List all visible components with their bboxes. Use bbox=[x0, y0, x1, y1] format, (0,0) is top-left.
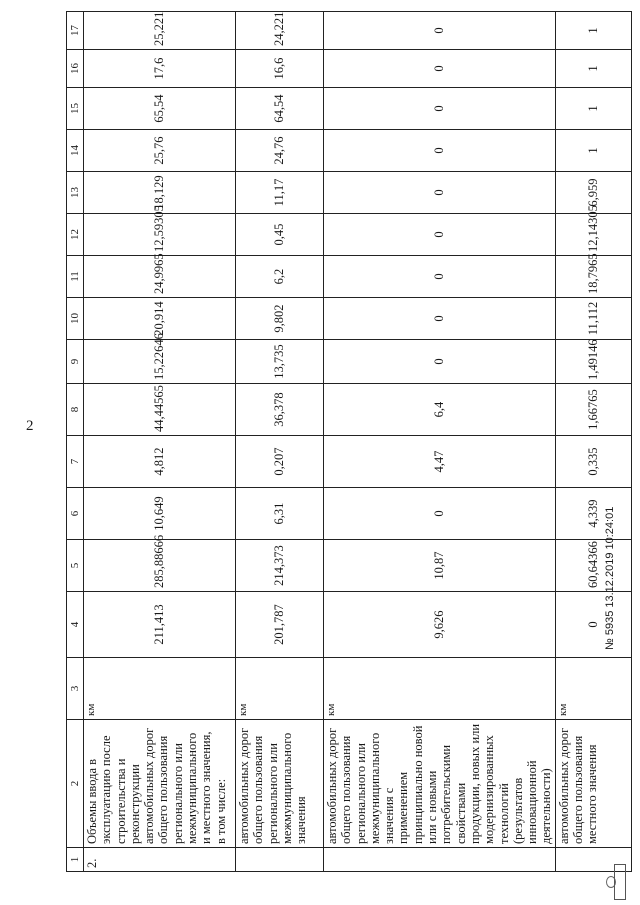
header-cell: 6 bbox=[67, 488, 84, 540]
header-cell: 10 bbox=[67, 298, 84, 340]
header-cell: 3 bbox=[67, 658, 84, 720]
value-cell: 25,221 bbox=[84, 12, 236, 50]
value-cell: 0,335 bbox=[555, 436, 631, 488]
table-row bbox=[236, 12, 324, 872]
value-cell: 211,413 bbox=[84, 592, 236, 658]
value-cell: 0 bbox=[324, 340, 556, 384]
header-cell: 5 bbox=[67, 540, 84, 592]
value-cell: 60,64366 bbox=[555, 540, 631, 592]
value-cell: 1,66765 bbox=[555, 384, 631, 436]
value-cell: 12,14305 bbox=[555, 214, 631, 256]
page-number: 2 bbox=[26, 418, 34, 434]
row-label-cell: автомобильных дорог общего пользования регионального или межмуниципального значения с применением принципиально новой или с новыми потребительскими свойствами продукции, новых или модернизированных технологий (результатов инновационной деятельности) bbox=[324, 720, 556, 848]
row-label-cell: Объемы ввода в эксплуатацию после строительства и реконструкции автомобильных дорог общего пользования регионального или межмуниципального и местного значения, в том числе: bbox=[84, 720, 236, 848]
header-cell: 9 bbox=[67, 340, 84, 384]
row-label-cell: автомобильных дорог общего пользования местного значения bbox=[555, 720, 631, 848]
registration-footer: № 5935 13.12.2019 10:24:01 bbox=[604, 506, 616, 650]
value-cell: 18,7965 bbox=[555, 256, 631, 298]
value-cell: 24,9965 bbox=[84, 256, 236, 298]
header-cell: 2 bbox=[67, 720, 84, 848]
value-cell: 0 bbox=[324, 256, 556, 298]
value-cell: 64,54 bbox=[236, 88, 324, 130]
value-cell: 6,4 bbox=[324, 384, 556, 436]
header-cell: 4 bbox=[67, 592, 84, 658]
value-cell: 0 bbox=[324, 130, 556, 172]
value-cell: 16,6 bbox=[236, 50, 324, 88]
value-cell: 1,49146 bbox=[555, 340, 631, 384]
value-cell: 0 bbox=[555, 592, 631, 658]
value-cell: 0 bbox=[324, 88, 556, 130]
value-cell: 36,378 bbox=[236, 384, 324, 436]
value-cell: 214,373 bbox=[236, 540, 324, 592]
value-cell: 0 bbox=[324, 172, 556, 214]
value-cell: 4,812 bbox=[84, 436, 236, 488]
value-cell: 15,22646 bbox=[84, 340, 236, 384]
unit-cell: км bbox=[324, 658, 556, 720]
value-cell: 24,221 bbox=[236, 12, 324, 50]
table-row bbox=[555, 12, 631, 872]
value-cell: 6,959 bbox=[555, 172, 631, 214]
unit-cell: км bbox=[236, 658, 324, 720]
row-label-cell: автомобильных дорог общего пользования регионального или межмуниципального значения bbox=[236, 720, 324, 848]
value-cell: 10,87 bbox=[324, 540, 556, 592]
electronic-signature-stamp bbox=[606, 858, 628, 900]
header-cell: 15 bbox=[67, 88, 84, 130]
unit-cell: км bbox=[84, 658, 236, 720]
header-row bbox=[67, 12, 84, 872]
value-cell: 10,649 bbox=[84, 488, 236, 540]
header-cell: 8 bbox=[67, 384, 84, 436]
value-cell: 44,44565 bbox=[84, 384, 236, 436]
value-cell: 0 bbox=[324, 488, 556, 540]
value-cell: 25,76 bbox=[84, 130, 236, 172]
value-cell: 13,735 bbox=[236, 340, 324, 384]
value-cell: 65,54 bbox=[84, 88, 236, 130]
header-cell: 14 bbox=[67, 130, 84, 172]
unit-cell: км bbox=[555, 658, 631, 720]
value-cell: 0 bbox=[324, 12, 556, 50]
table-row bbox=[84, 12, 236, 872]
value-cell: 0 bbox=[324, 298, 556, 340]
value-cell: 1 bbox=[555, 12, 631, 50]
table-row bbox=[324, 12, 556, 872]
value-cell: 17,6 bbox=[84, 50, 236, 88]
value-cell: 20,914 bbox=[84, 298, 236, 340]
value-cell: 285,88666 bbox=[84, 540, 236, 592]
value-cell: 4,47 bbox=[324, 436, 556, 488]
value-cell: 18,129 bbox=[84, 172, 236, 214]
header-cell: 12 bbox=[67, 214, 84, 256]
value-cell: 11,17 bbox=[236, 172, 324, 214]
value-cell: 6,31 bbox=[236, 488, 324, 540]
value-cell: 4,339 bbox=[555, 488, 631, 540]
value-cell: 12,59305 bbox=[84, 214, 236, 256]
header-cell: 13 bbox=[67, 172, 84, 214]
value-cell: 0 bbox=[324, 50, 556, 88]
value-cell: 1 bbox=[555, 88, 631, 130]
row-number-cell: 2. bbox=[84, 848, 236, 872]
header-cell: 1 bbox=[67, 848, 84, 872]
value-cell: 201,787 bbox=[236, 592, 324, 658]
header-cell: 16 bbox=[67, 50, 84, 88]
value-cell: 6,2 bbox=[236, 256, 324, 298]
value-cell: 9,802 bbox=[236, 298, 324, 340]
row-number-cell bbox=[324, 848, 556, 872]
value-cell: 24,76 bbox=[236, 130, 324, 172]
data-table bbox=[66, 11, 632, 872]
rotated-table-wrapper bbox=[66, 12, 617, 872]
value-cell: 11,112 bbox=[555, 298, 631, 340]
value-cell: 1 bbox=[555, 50, 631, 88]
header-cell: 17 bbox=[67, 12, 84, 50]
value-cell: 0 bbox=[324, 214, 556, 256]
header-cell: 11 bbox=[67, 256, 84, 298]
value-cell: 9,626 bbox=[324, 592, 556, 658]
header-cell: 7 bbox=[67, 436, 84, 488]
value-cell: 0,207 bbox=[236, 436, 324, 488]
value-cell: 1 bbox=[555, 130, 631, 172]
row-number-cell bbox=[236, 848, 324, 872]
value-cell: 0,45 bbox=[236, 214, 324, 256]
stamp-box bbox=[614, 864, 626, 900]
